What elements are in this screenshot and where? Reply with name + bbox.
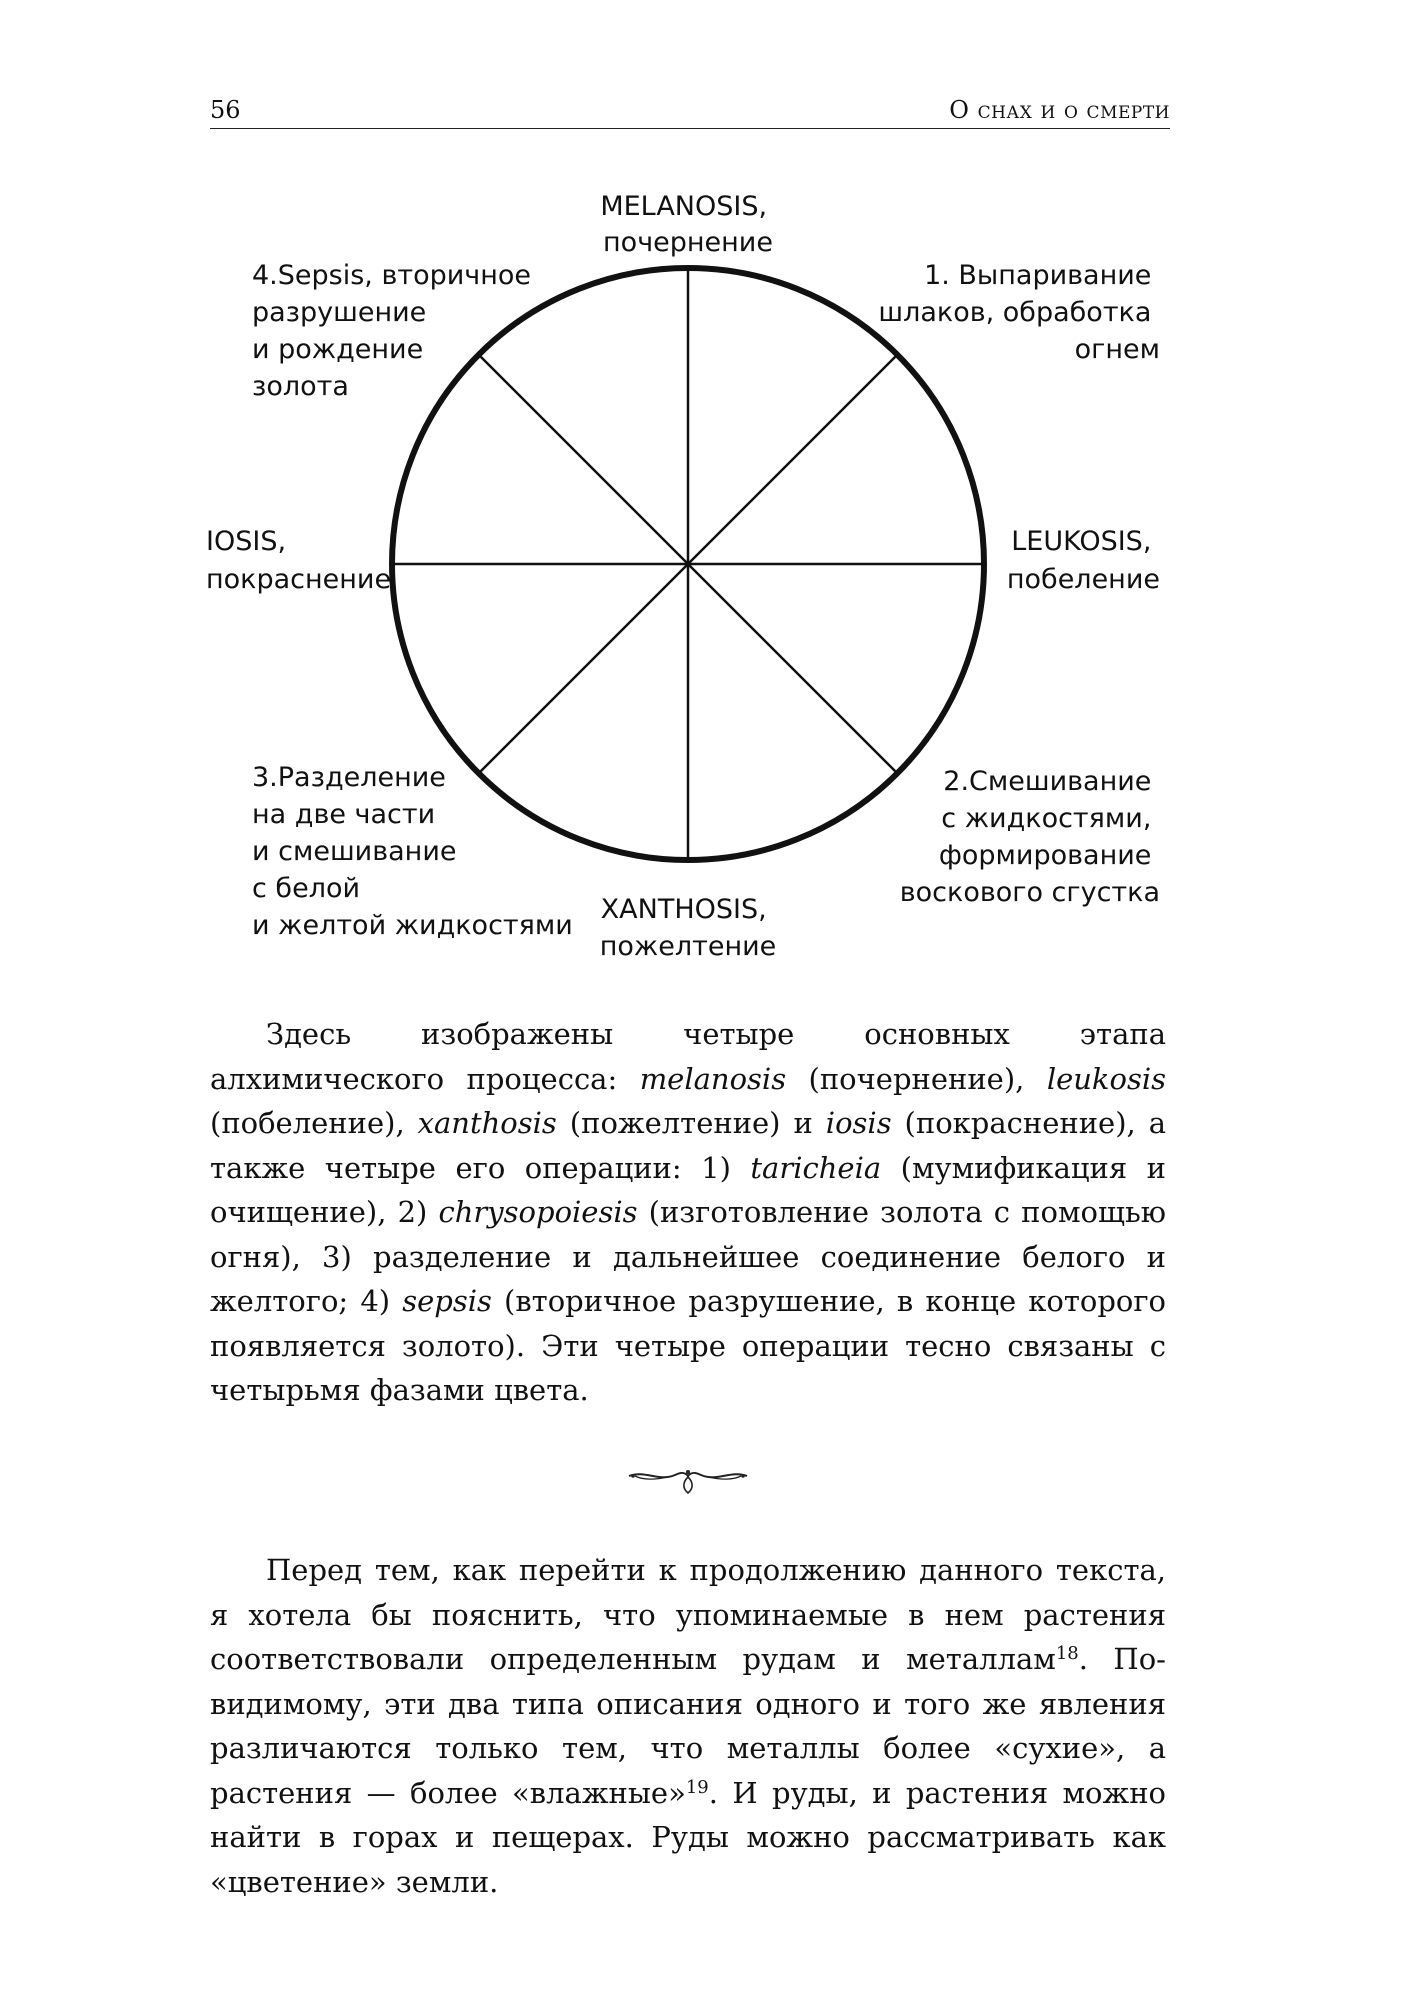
footnote-ref-18[interactable]: 18 (1055, 1643, 1079, 1664)
label-operation-2: 2.Смешивание с жидкостями, формирование воскового сгустка (899, 766, 1160, 908)
label-melanosis: MELANOSIS, почернение (600, 191, 773, 258)
label-operation-3: 3.Разделение на две части и смешивание с белой и желтой жидкостями (252, 762, 573, 941)
label-xanthosis: XANTHOSIS, пожелтение (599, 894, 777, 962)
label-operation-1: 1. Выпаривание шлаков, обработка огнем (878, 260, 1160, 365)
running-title: О снах и о смерти (949, 96, 1170, 124)
ornament-divider-icon (625, 1460, 751, 1496)
term-melanosis: melanosis (639, 1061, 787, 1096)
page-number: 56 (210, 96, 241, 124)
term-leukosis: leukosis (1046, 1061, 1166, 1096)
term-sepsis: sepsis (402, 1284, 492, 1318)
label-leukosis: LEUKOSIS, побеление (1006, 526, 1160, 595)
paragraph-1: Здесь изображены четыре основных этапа алхимического процесса: melanosis (почернение), leukosis (побеление), xanthosis (пожелтение) и iosis (покраснение), а также четыре его операции: 1) taricheia (мумификация и очищение), 2) chrysopoiesis (изготовление золота с помощью огня), 3) разделение и дальнейшее соединение белого и желтого; 4) sepsis (вторичное разрушение, в конце которого появляется золото). Эти четыре операции тесно связаны с четырьмя фазами цвета. (210, 1017, 1167, 1407)
paragraph-2: Перед тем, как перейти к продолжению данного текста, я хотела бы пояснить, что упоминаемые в нем растения соответствовали определенным рудам и металлам$^{18}$. По-видимому, эти два типа описания одного и того же явления различаются только тем, что металлы более «сухие», а растения — более «влажные»$^{19}$. И руды, и растения можно найти в горах и пещерах. Руды можно рассматривать как «цветение» земли. (210, 1553, 1166, 1899)
label-operation-4: 4.Sepsis, вторичное разрушение и рождение золота (252, 260, 532, 402)
term-taricheia: taricheia (750, 1150, 882, 1185)
term-xanthosis: xanthosis (417, 1106, 557, 1140)
label-iosis: IOSIS, покраснение (206, 526, 392, 595)
footnote-ref-19[interactable]: 19 (685, 1776, 709, 1798)
term-iosis: iosis (825, 1106, 892, 1140)
term-chrysopoiesis: chrysopoiesis (438, 1195, 638, 1229)
